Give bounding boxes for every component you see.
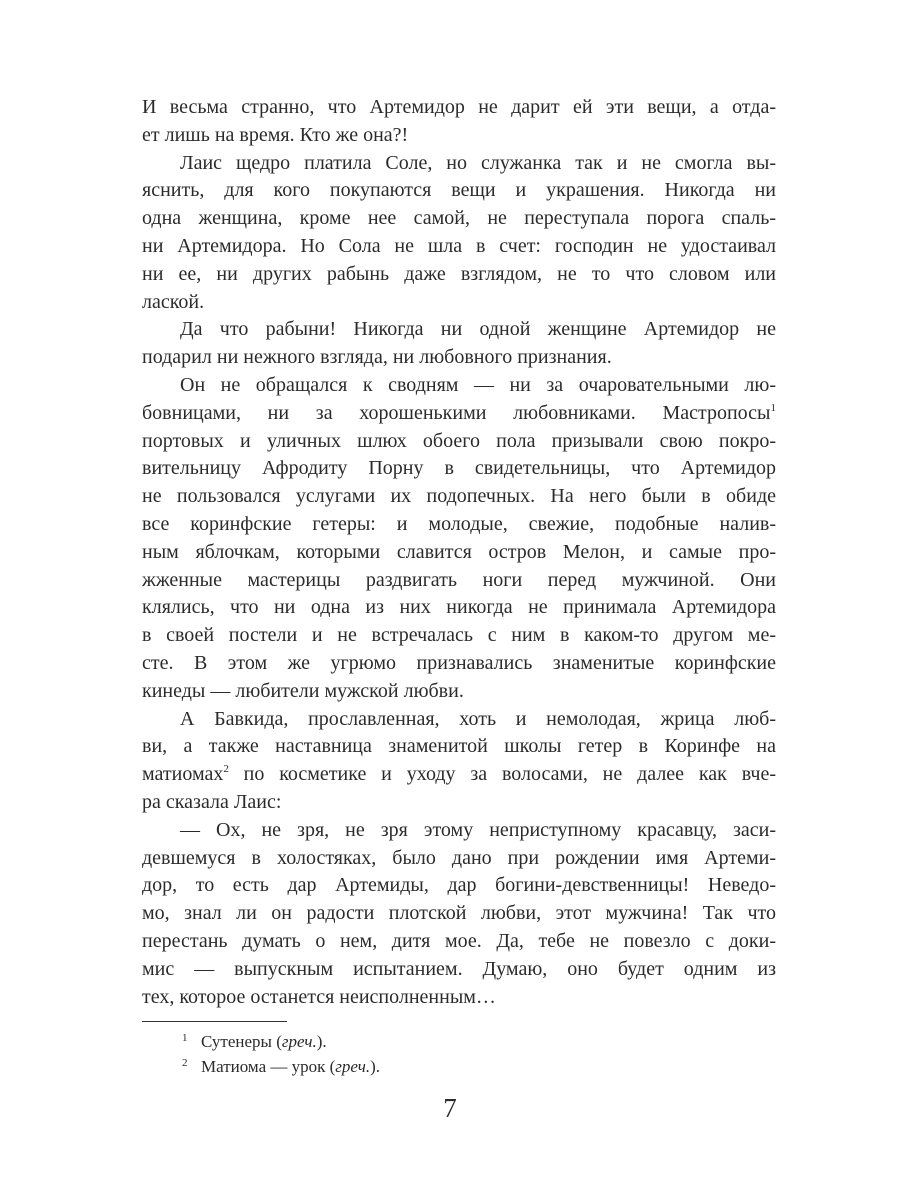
text-line: мис — выпускным испытанием. Думаю, оно будет одним из: [142, 957, 776, 980]
text-line: яснить, для кого покупаются вещи и украшения. Никогда ни: [142, 179, 776, 202]
text-line: ным яблочкам, которыми славится остров Мелон, и самые про-: [142, 540, 776, 563]
text-line: бовницами, ни за хорошенькими любовниками. Мастропосы$^1$: [142, 401, 776, 424]
text-line: дор, то есть дар Артемиды, дар богини-девственницы! Неведо-: [142, 874, 776, 897]
text-line: ра сказала Лаис:: [142, 790, 282, 813]
text-line: сте. В этом же угрюмо признавались знаменитые коринфские: [142, 651, 776, 674]
footnote-italic: греч.: [335, 1057, 371, 1076]
footnote-italic: греч.: [281, 1032, 317, 1051]
text-line: И весьма странно, что Артемидор не дарит ей эти вещи, а отда-: [142, 96, 776, 118]
footnote-number: 1: [182, 1032, 188, 1044]
text-line: ни Артемидора. Но Сола не шла в счет: господин не удостаивал: [142, 234, 776, 257]
text-line: Он не обращался к сводням — ни за очаровательными лю-: [180, 373, 776, 396]
page-number: 7: [443, 1093, 457, 1123]
text-line: мо, знал ли он радости плотской любви, этот мужчина! Так что: [142, 902, 776, 925]
text-line: портовых и уличных шлюх обоего пола призывали свою покро-: [142, 429, 776, 452]
footnote-number: 2: [182, 1057, 188, 1069]
text-line: подарил ни нежного взгляда, ни любовного признания.: [142, 346, 612, 369]
footnote-1: [182, 1028, 327, 1052]
text-line: кинеды — любители мужской любви.: [142, 679, 464, 702]
text-line: перестань думать о нем, дитя мое. Да, тебе не повезло с доки-: [142, 929, 776, 952]
footnote-end: ).: [316, 1032, 327, 1051]
text-line: лаской.: [142, 290, 205, 313]
footnote-text: Матиома — урок (: [201, 1057, 336, 1076]
text-line: девшемуся в холостяках, было дано при рождении имя Артеми-: [142, 846, 776, 869]
text-line: тех, которое останется неисполненным…: [142, 985, 496, 1008]
text-line: — Ох, не зря, не зря этому неприступному красавцу, заси-: [180, 818, 776, 841]
footnote-2: [182, 1053, 380, 1077]
text-line: ви, а также наставница знаменитой школы гетер в Коринфе на: [142, 735, 776, 758]
text-line: Да что рабыни! Никогда ни одной женщине Артемидор не: [180, 318, 776, 341]
text-line: не пользовался услугами их подопечных. На него были в обиде: [142, 485, 776, 508]
text-line: вительницу Афродиту Порну в свидетельницы, что Артемидор: [142, 457, 776, 480]
text-line: А Бавкида, прославленная, хоть и немолодая, жрица люб-: [180, 707, 776, 730]
text-line: в своей постели и не встречалась с ним в каком-то другом ме-: [142, 624, 776, 647]
text-line: жженные мастерицы раздвигать ноги перед мужчиной. Они: [142, 568, 776, 591]
footnote-end: ).: [370, 1057, 381, 1076]
text-line: ни ее, ни других рабынь даже взглядом, не то что словом или: [142, 262, 776, 285]
text-line: одна женщина, кроме нее самой, не переступала порога спаль-: [142, 207, 776, 230]
body-text: [142, 94, 776, 1011]
text-line: ет лишь на время. Кто же она?!: [142, 123, 409, 146]
footnote-divider: [142, 1021, 287, 1022]
footnote-text: Сутенеры (: [201, 1032, 282, 1051]
text-line: матиомах$^2$ по косметике и уходу за волосами, не далее как вче-: [142, 763, 776, 786]
text-line: все коринфские гетеры: и молодые, свежие, подобные налив-: [142, 512, 776, 535]
text-line: клялись, что ни одна из них никогда не принимала Артемидора: [142, 596, 776, 619]
text-line: Лаис щедро платила Соле, но служанка так и не смогла вы-: [180, 151, 776, 174]
